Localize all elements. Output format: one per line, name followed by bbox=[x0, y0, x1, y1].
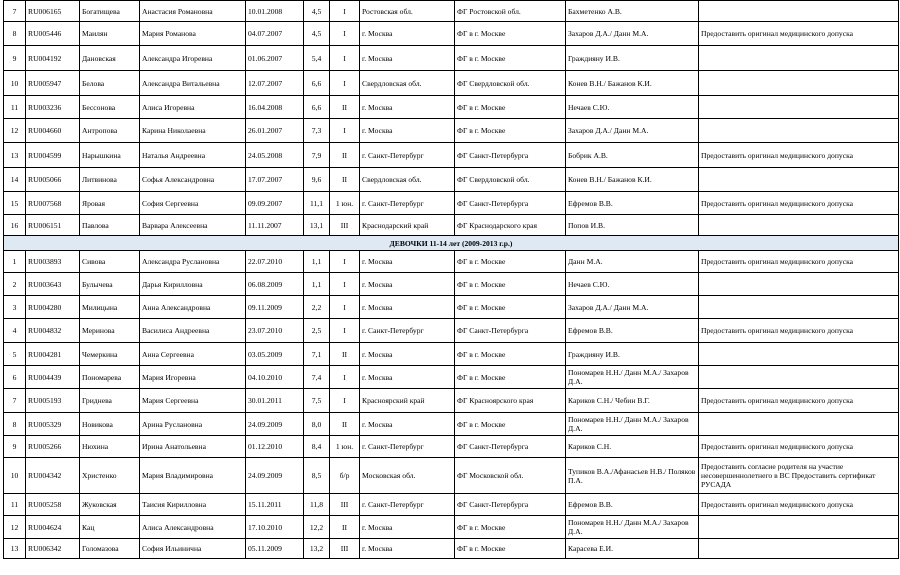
row-number-cell: 9 bbox=[4, 436, 26, 458]
given-name-cell: Дарья Кирилловна bbox=[140, 273, 246, 296]
surname-cell: Кац bbox=[80, 516, 140, 539]
birth-date-cell: 03.05.2009 bbox=[246, 343, 304, 366]
federation-cell: ФГ в г. Москве bbox=[455, 516, 566, 539]
coach-cell: Пономарев Н.Н./ Данн М.А./ Захаров Д.А. bbox=[566, 516, 699, 539]
table-row bbox=[4, 343, 899, 366]
birth-date-cell: 22.07.2010 bbox=[246, 251, 304, 273]
federation-cell: ФГ Красноярского края bbox=[455, 389, 566, 413]
score-cell: 4,5 bbox=[304, 1, 330, 22]
federation-cell: ФГ в г. Москве bbox=[455, 119, 566, 143]
athlete-id-cell: RU003893 bbox=[26, 251, 80, 273]
note-cell: Предоставить оригинал медицинского допуска bbox=[699, 494, 899, 516]
coach-cell: Данн М.А. bbox=[566, 251, 699, 273]
given-name-cell: Ирина Анатольевна bbox=[140, 436, 246, 458]
region-cell: г. Москва bbox=[360, 22, 455, 46]
score-cell: 2,2 bbox=[304, 296, 330, 319]
region-cell: г. Москва bbox=[360, 119, 455, 143]
federation-cell: ФГ Свердловской обл. bbox=[455, 71, 566, 96]
coach-cell: Захаров Д.А./ Данн М.А. bbox=[566, 119, 699, 143]
birth-date-cell: 23.07.2010 bbox=[246, 319, 304, 343]
federation-cell: ФГ в г. Москве bbox=[455, 413, 566, 436]
coach-cell: Конев В.Н./ Бажанов К.И. bbox=[566, 71, 699, 96]
row-number-cell: 14 bbox=[4, 168, 26, 192]
rank-cell: I bbox=[330, 119, 360, 143]
score-cell: 9,6 bbox=[304, 168, 330, 192]
birth-date-cell: 24.05.2008 bbox=[246, 143, 304, 168]
surname-cell: Белова bbox=[80, 71, 140, 96]
surname-cell: Маилян bbox=[80, 22, 140, 46]
table-row bbox=[4, 366, 899, 389]
coach-cell: Пономарев Н.Н./ Данн М.А./ Захаров Д.А. bbox=[566, 413, 699, 436]
row-number-cell: 12 bbox=[4, 119, 26, 143]
coach-cell: Ефремов В.В. bbox=[566, 319, 699, 343]
note-cell: Предоставить оригинал медицинского допуска bbox=[699, 319, 899, 343]
table-row bbox=[4, 96, 899, 119]
athlete-table bbox=[3, 0, 899, 559]
row-number-cell: 13 bbox=[4, 143, 26, 168]
table-row bbox=[4, 319, 899, 343]
given-name-cell: Мария Владимировна bbox=[140, 458, 246, 494]
table-row bbox=[4, 413, 899, 436]
note-cell bbox=[699, 168, 899, 192]
note-cell bbox=[699, 296, 899, 319]
rank-cell: II bbox=[330, 143, 360, 168]
federation-cell: ФГ Санкт-Петербурга bbox=[455, 436, 566, 458]
score-cell: 7,5 bbox=[304, 389, 330, 413]
athlete-id-cell: RU005266 bbox=[26, 436, 80, 458]
federation-cell: ФГ Санкт-Петербурга bbox=[455, 494, 566, 516]
athlete-id-cell: RU004281 bbox=[26, 343, 80, 366]
rank-cell: I bbox=[330, 251, 360, 273]
federation-cell: ФГ в г. Москве bbox=[455, 539, 566, 559]
surname-cell: Литвинова bbox=[80, 168, 140, 192]
rank-cell: I bbox=[330, 389, 360, 413]
region-cell: г. Санкт-Петербург bbox=[360, 436, 455, 458]
note-cell: Предоставить оригинал медицинского допуска bbox=[699, 436, 899, 458]
table-row bbox=[4, 494, 899, 516]
row-number-cell: 1 bbox=[4, 251, 26, 273]
given-name-cell: Василиса Андреевна bbox=[140, 319, 246, 343]
surname-cell: Нарышкина bbox=[80, 143, 140, 168]
surname-cell: Дановская bbox=[80, 46, 140, 71]
federation-cell: ФГ Московской обл. bbox=[455, 458, 566, 494]
table-row bbox=[4, 215, 899, 236]
birth-date-cell: 01.12.2010 bbox=[246, 436, 304, 458]
athlete-id-cell: RU005329 bbox=[26, 413, 80, 436]
region-cell: г. Москва bbox=[360, 96, 455, 119]
given-name-cell: Анастасия Романовна bbox=[140, 1, 246, 22]
surname-cell: Чемеркина bbox=[80, 343, 140, 366]
given-name-cell: Анна Александровна bbox=[140, 296, 246, 319]
rank-cell: I bbox=[330, 273, 360, 296]
table-row bbox=[4, 119, 899, 143]
row-number-cell: 8 bbox=[4, 413, 26, 436]
coach-cell: Пономарев Н.Н./ Данн М.А./ Захаров Д.А. bbox=[566, 366, 699, 389]
region-cell: г. Москва bbox=[360, 516, 455, 539]
athlete-id-cell: RU004599 bbox=[26, 143, 80, 168]
athlete-id-cell: RU005947 bbox=[26, 71, 80, 96]
region-cell: г. Москва bbox=[360, 251, 455, 273]
note-cell bbox=[699, 96, 899, 119]
athlete-id-cell: RU006165 bbox=[26, 1, 80, 22]
federation-cell: ФГ в г. Москве bbox=[455, 22, 566, 46]
table-row bbox=[4, 458, 899, 494]
region-cell: г. Москва bbox=[360, 46, 455, 71]
birth-date-cell: 24.09.2009 bbox=[246, 458, 304, 494]
given-name-cell: Карина Николаевна bbox=[140, 119, 246, 143]
score-cell: 6,6 bbox=[304, 71, 330, 96]
federation-cell: ФГ в г. Москве bbox=[455, 366, 566, 389]
rank-cell: I bbox=[330, 22, 360, 46]
coach-cell: Бобрик А.В. bbox=[566, 143, 699, 168]
birth-date-cell: 05.11.2009 bbox=[246, 539, 304, 559]
region-cell: г. Санкт-Петербург bbox=[360, 494, 455, 516]
athlete-id-cell: RU004280 bbox=[26, 296, 80, 319]
surname-cell: Новикова bbox=[80, 413, 140, 436]
rank-cell: 1 юн. bbox=[330, 436, 360, 458]
note-cell bbox=[699, 46, 899, 71]
athlete-id-cell: RU005258 bbox=[26, 494, 80, 516]
row-number-cell: 2 bbox=[4, 273, 26, 296]
birth-date-cell: 10.01.2008 bbox=[246, 1, 304, 22]
score-cell: 7,3 bbox=[304, 119, 330, 143]
surname-cell: Павлова bbox=[80, 215, 140, 236]
score-cell: 4,5 bbox=[304, 22, 330, 46]
federation-cell: ФГ в г. Москве bbox=[455, 273, 566, 296]
row-number-cell: 3 bbox=[4, 296, 26, 319]
row-number-cell: 12 bbox=[4, 516, 26, 539]
birth-date-cell: 09.09.2007 bbox=[246, 192, 304, 215]
region-cell: Московская обл. bbox=[360, 458, 455, 494]
region-cell: г. Москва bbox=[360, 343, 455, 366]
rank-cell: I bbox=[330, 71, 360, 96]
birth-date-cell: 26.01.2007 bbox=[246, 119, 304, 143]
surname-cell: Бессонова bbox=[80, 96, 140, 119]
row-number-cell: 4 bbox=[4, 319, 26, 343]
birth-date-cell: 09.11.2009 bbox=[246, 296, 304, 319]
birth-date-cell: 17.10.2010 bbox=[246, 516, 304, 539]
region-cell: Краснодарский край bbox=[360, 215, 455, 236]
birth-date-cell: 04.07.2007 bbox=[246, 22, 304, 46]
region-cell: г. Санкт-Петербург bbox=[360, 192, 455, 215]
note-cell bbox=[699, 366, 899, 389]
table-row bbox=[4, 1, 899, 22]
athlete-id-cell: RU004660 bbox=[26, 119, 80, 143]
rank-cell: I bbox=[330, 46, 360, 71]
rank-cell: II bbox=[330, 168, 360, 192]
birth-date-cell: 06.08.2009 bbox=[246, 273, 304, 296]
given-name-cell: Александра Игоревна bbox=[140, 46, 246, 71]
row-number-cell: 6 bbox=[4, 366, 26, 389]
given-name-cell: София Сергеевна bbox=[140, 192, 246, 215]
federation-cell: ФГ в г. Москве bbox=[455, 296, 566, 319]
federation-cell: ФГ Краснодарского края bbox=[455, 215, 566, 236]
note-cell bbox=[699, 71, 899, 96]
federation-cell: ФГ в г. Москве bbox=[455, 343, 566, 366]
table-row bbox=[4, 273, 899, 296]
row-number-cell: 10 bbox=[4, 458, 26, 494]
rank-cell: III bbox=[330, 494, 360, 516]
row-number-cell: 8 bbox=[4, 22, 26, 46]
birth-date-cell: 16.04.2008 bbox=[246, 96, 304, 119]
given-name-cell: Анна Сергеевна bbox=[140, 343, 246, 366]
note-cell: Предоставить оригинал медицинского допуска bbox=[699, 192, 899, 215]
given-name-cell: София Ильинична bbox=[140, 539, 246, 559]
table-row bbox=[4, 71, 899, 96]
given-name-cell: Софья Александровна bbox=[140, 168, 246, 192]
given-name-cell: Алиса Игоревна bbox=[140, 96, 246, 119]
coach-cell: Бахметенко А.В. bbox=[566, 1, 699, 22]
surname-cell: Гриднева bbox=[80, 389, 140, 413]
given-name-cell: Александра Руслановна bbox=[140, 251, 246, 273]
region-cell: г. Москва bbox=[360, 413, 455, 436]
score-cell: 5,4 bbox=[304, 46, 330, 71]
athlete-id-cell: RU005446 bbox=[26, 22, 80, 46]
score-cell: 1,1 bbox=[304, 251, 330, 273]
region-cell: г. Москва bbox=[360, 296, 455, 319]
region-cell: г. Санкт-Петербург bbox=[360, 143, 455, 168]
surname-cell: Голомазова bbox=[80, 539, 140, 559]
score-cell: 8,4 bbox=[304, 436, 330, 458]
note-cell: Предоставить согласие родителя на участие несовершеннолетнего в ВС Предоставить сертификат РУСАДА bbox=[699, 458, 899, 494]
athlete-id-cell: RU006342 bbox=[26, 539, 80, 559]
score-cell: 7,9 bbox=[304, 143, 330, 168]
federation-cell: ФГ Санкт-Петербурга bbox=[455, 192, 566, 215]
score-cell: 13,2 bbox=[304, 539, 330, 559]
given-name-cell: Арина Руслановна bbox=[140, 413, 246, 436]
row-number-cell: 7 bbox=[4, 389, 26, 413]
rank-cell: III bbox=[330, 539, 360, 559]
federation-cell: ФГ Санкт-Петербурга bbox=[455, 143, 566, 168]
given-name-cell: Наталья Андреевна bbox=[140, 143, 246, 168]
region-cell: Ростовская обл. bbox=[360, 1, 455, 22]
athlete-id-cell: RU004439 bbox=[26, 366, 80, 389]
rank-cell: б/р bbox=[330, 458, 360, 494]
athlete-id-cell: RU007568 bbox=[26, 192, 80, 215]
row-number-cell: 7 bbox=[4, 1, 26, 22]
coach-cell: Захаров Д.А./ Данн М.А. bbox=[566, 22, 699, 46]
surname-cell: Булычева bbox=[80, 273, 140, 296]
row-number-cell: 5 bbox=[4, 343, 26, 366]
region-cell: г. Москва bbox=[360, 273, 455, 296]
birth-date-cell: 17.07.2007 bbox=[246, 168, 304, 192]
table-row bbox=[4, 22, 899, 46]
given-name-cell: Варвара Алексеевна bbox=[140, 215, 246, 236]
federation-cell: ФГ Ростовской обл. bbox=[455, 1, 566, 22]
table-row bbox=[4, 389, 899, 413]
coach-cell: Кариков С.Н. bbox=[566, 436, 699, 458]
coach-cell: Ефремов В.В. bbox=[566, 192, 699, 215]
note-cell: Предоставить оригинал медицинского допуска bbox=[699, 251, 899, 273]
note-cell bbox=[699, 413, 899, 436]
given-name-cell: Мария Игоревна bbox=[140, 366, 246, 389]
surname-cell: Антропова bbox=[80, 119, 140, 143]
birth-date-cell: 12.07.2007 bbox=[246, 71, 304, 96]
athlete-id-cell: RU005193 bbox=[26, 389, 80, 413]
table-row bbox=[4, 296, 899, 319]
given-name-cell: Таисия Кирилловна bbox=[140, 494, 246, 516]
federation-cell: ФГ в г. Москве bbox=[455, 46, 566, 71]
birth-date-cell: 11.11.2007 bbox=[246, 215, 304, 236]
coach-cell: Тупиков В.А./Афанасьев Н.В./ Поляков П.А. bbox=[566, 458, 699, 494]
region-cell: г. Москва bbox=[360, 539, 455, 559]
score-cell: 6,6 bbox=[304, 96, 330, 119]
table-row bbox=[4, 251, 899, 273]
surname-cell: Богатищева bbox=[80, 1, 140, 22]
coach-cell: Кариков С.Н./ Чебин В.Г. bbox=[566, 389, 699, 413]
note-cell bbox=[699, 516, 899, 539]
birth-date-cell: 04.10.2010 bbox=[246, 366, 304, 389]
given-name-cell: Алиса Александровна bbox=[140, 516, 246, 539]
coach-cell: Попов И.В. bbox=[566, 215, 699, 236]
note-cell: Предоставить оригинал медицинского допуска bbox=[699, 389, 899, 413]
score-cell: 12,2 bbox=[304, 516, 330, 539]
note-cell bbox=[699, 343, 899, 366]
table-row bbox=[4, 46, 899, 71]
score-cell: 7,4 bbox=[304, 366, 330, 389]
rank-cell: III bbox=[330, 215, 360, 236]
score-cell: 7,1 bbox=[304, 343, 330, 366]
region-cell: г. Москва bbox=[360, 366, 455, 389]
athlete-id-cell: RU003643 bbox=[26, 273, 80, 296]
given-name-cell: Мария Сергеевна bbox=[140, 389, 246, 413]
rank-cell: II bbox=[330, 343, 360, 366]
table-row bbox=[4, 539, 899, 559]
score-cell: 2,5 bbox=[304, 319, 330, 343]
region-cell: г. Санкт-Петербург bbox=[360, 319, 455, 343]
surname-cell: Пономарева bbox=[80, 366, 140, 389]
coach-cell: Ефремов В.В. bbox=[566, 494, 699, 516]
surname-cell: Яровая bbox=[80, 192, 140, 215]
rank-cell: II bbox=[330, 413, 360, 436]
score-cell: 1,1 bbox=[304, 273, 330, 296]
athlete-id-cell: RU003236 bbox=[26, 96, 80, 119]
table-row bbox=[4, 436, 899, 458]
surname-cell: Меринова bbox=[80, 319, 140, 343]
given-name-cell: Александра Витальевна bbox=[140, 71, 246, 96]
coach-cell: Захаров Д.А./ Данн М.А. bbox=[566, 296, 699, 319]
region-cell: Свердловская обл. bbox=[360, 168, 455, 192]
section-header bbox=[4, 236, 899, 251]
coach-cell: Граждияну И.В. bbox=[566, 46, 699, 71]
table-row bbox=[4, 516, 899, 539]
row-number-cell: 13 bbox=[4, 539, 26, 559]
rank-cell: 1 юн. bbox=[330, 192, 360, 215]
given-name-cell: Мария Романова bbox=[140, 22, 246, 46]
note-cell: Предоставить оригинал медицинского допуска bbox=[699, 143, 899, 168]
birth-date-cell: 24.09.2009 bbox=[246, 413, 304, 436]
federation-cell: ФГ Санкт-Петербурга bbox=[455, 319, 566, 343]
note-cell bbox=[699, 119, 899, 143]
athlete-id-cell: RU004192 bbox=[26, 46, 80, 71]
athlete-id-cell: RU005066 bbox=[26, 168, 80, 192]
birth-date-cell: 30.01.2011 bbox=[246, 389, 304, 413]
region-cell: Свердловская обл. bbox=[360, 71, 455, 96]
birth-date-cell: 15.11.2011 bbox=[246, 494, 304, 516]
row-number-cell: 10 bbox=[4, 71, 26, 96]
surname-cell: Христенко bbox=[80, 458, 140, 494]
table-row bbox=[4, 143, 899, 168]
row-number-cell: 15 bbox=[4, 192, 26, 215]
federation-cell: ФГ Свердловской обл. bbox=[455, 168, 566, 192]
surname-cell: Милицына bbox=[80, 296, 140, 319]
row-number-cell: 11 bbox=[4, 494, 26, 516]
rank-cell: I bbox=[330, 296, 360, 319]
note-cell bbox=[699, 215, 899, 236]
table-row bbox=[4, 192, 899, 215]
federation-cell: ФГ в г. Москве bbox=[455, 96, 566, 119]
score-cell: 11,1 bbox=[304, 192, 330, 215]
athlete-id-cell: RU006151 bbox=[26, 215, 80, 236]
coach-cell: Нечаев С.Ю. bbox=[566, 273, 699, 296]
region-cell: Красноярский край bbox=[360, 389, 455, 413]
birth-date-cell: 01.06.2007 bbox=[246, 46, 304, 71]
note-cell bbox=[699, 1, 899, 22]
athlete-id-cell: RU004624 bbox=[26, 516, 80, 539]
rank-cell: I bbox=[330, 366, 360, 389]
score-cell: 11,8 bbox=[304, 494, 330, 516]
note-cell bbox=[699, 273, 899, 296]
row-number-cell: 16 bbox=[4, 215, 26, 236]
coach-cell: Карасева Е.И. bbox=[566, 539, 699, 559]
row-number-cell: 9 bbox=[4, 46, 26, 71]
rank-cell: I bbox=[330, 1, 360, 22]
note-cell: Предоставить оригинал медицинского допуска bbox=[699, 22, 899, 46]
surname-cell: Нюхина bbox=[80, 436, 140, 458]
note-cell bbox=[699, 539, 899, 559]
surname-cell: Жуковская bbox=[80, 494, 140, 516]
coach-cell: Нечаев С.Ю. bbox=[566, 96, 699, 119]
score-cell: 8,5 bbox=[304, 458, 330, 494]
score-cell: 13,1 bbox=[304, 215, 330, 236]
rank-cell: II bbox=[330, 516, 360, 539]
athlete-id-cell: RU004832 bbox=[26, 319, 80, 343]
table-row bbox=[4, 168, 899, 192]
athlete-id-cell: RU004342 bbox=[26, 458, 80, 494]
rank-cell: I bbox=[330, 319, 360, 343]
section-title: ДЕВОЧКИ 11-14 лет (2009-2013 г.р.) bbox=[4, 236, 899, 251]
rank-cell: II bbox=[330, 96, 360, 119]
coach-cell: Конев В.Н./ Бажанов К.И. bbox=[566, 168, 699, 192]
coach-cell: Граждияну И.В. bbox=[566, 343, 699, 366]
row-number-cell: 11 bbox=[4, 96, 26, 119]
score-cell: 8,0 bbox=[304, 413, 330, 436]
federation-cell: ФГ в г. Москве bbox=[455, 251, 566, 273]
surname-cell: Сивова bbox=[80, 251, 140, 273]
